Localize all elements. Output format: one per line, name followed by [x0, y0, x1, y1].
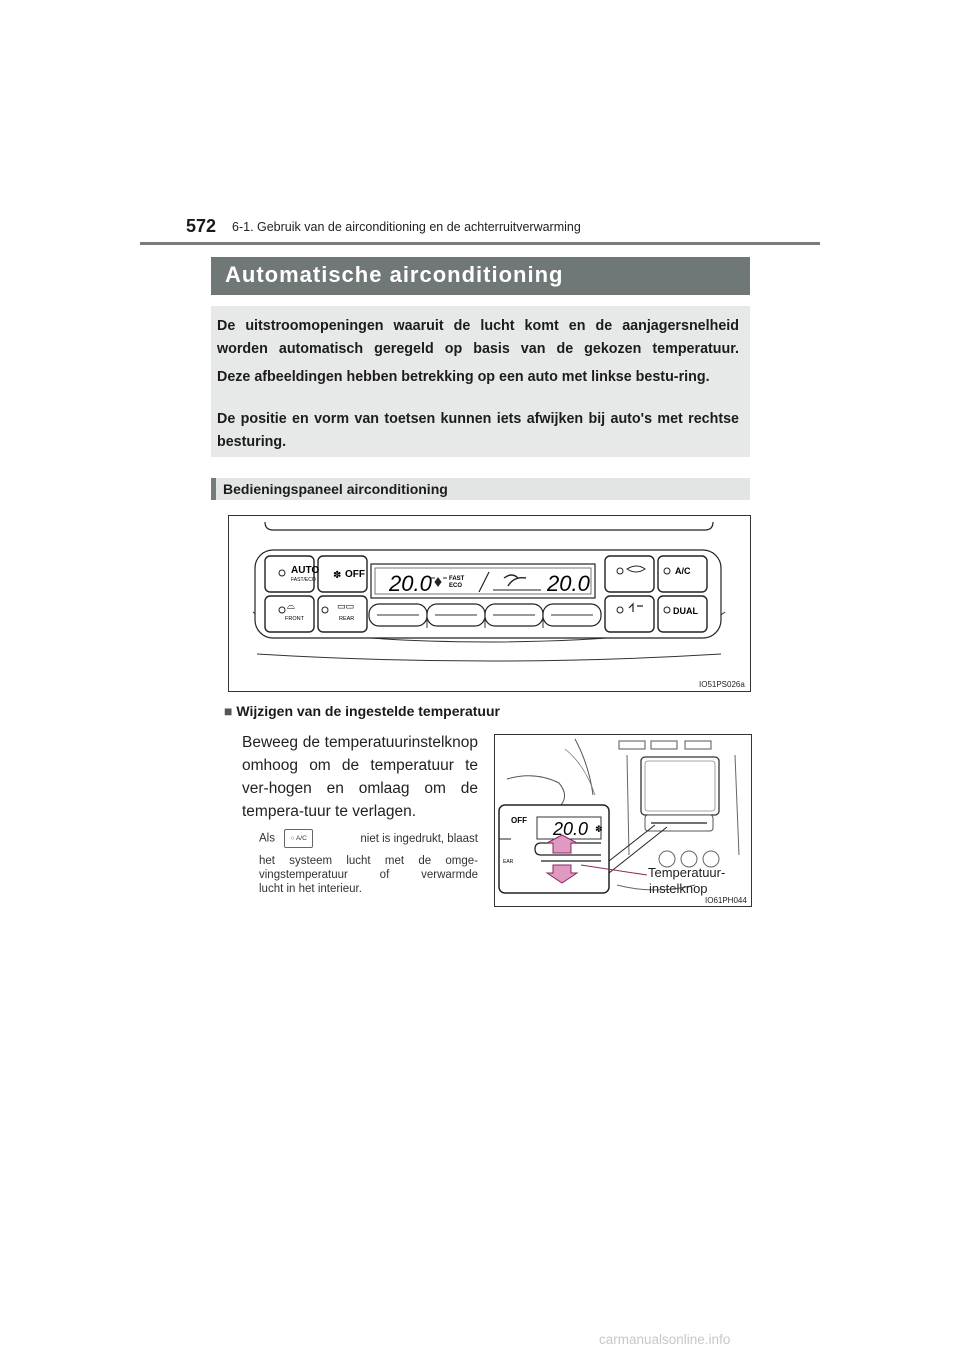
section-heading-bar — [211, 478, 750, 500]
inset-fan-icon: ✽ — [595, 825, 603, 835]
note-line-2: het systeem lucht met de omge- — [259, 855, 478, 867]
note-line-3: vingstemperatuur of verwarmde — [259, 869, 478, 881]
fan-icon: ✽ — [333, 570, 342, 581]
header-rule — [140, 242, 820, 245]
display-temp-right: 20.0 — [547, 571, 590, 596]
note-block — [259, 829, 478, 896]
section-title-bar — [211, 257, 750, 295]
subsection-title: Wijzigen van de ingestelde temperatuur — [236, 703, 500, 719]
instruction-paragraph: Beweeg de temperatuurinstelknop omhoog om de temperatuur te ver-hogen en omlaag om de tempera-tuur te verlagen. — [242, 734, 478, 820]
intro-paragraph-3: De positie en vorm van toetsen kunnen iets afwijken bij auto's met rechtse besturing. — [217, 411, 739, 450]
ac-button-icon: ○ A/C — [284, 829, 313, 848]
page-number: 572 — [186, 216, 217, 236]
front-defrost-icon: ⌓ — [287, 601, 295, 612]
display-eco-label: ECO — [449, 583, 463, 589]
temperature-knob-figure — [494, 734, 752, 907]
page-title: Automatische airconditioning — [225, 262, 564, 287]
rear-button-label: REAR — [339, 616, 355, 622]
dual-button-label: DUAL — [673, 606, 698, 616]
control-panel-figure — [228, 515, 751, 692]
display-temp-left: 20.0 — [389, 571, 432, 596]
fast-eco-label: FAST/ECO — [291, 577, 316, 583]
display-fast-label: FAST — [449, 576, 465, 582]
off-button-label: OFF — [345, 569, 365, 580]
inset-display-temp: 20.0 — [553, 819, 589, 839]
note-prefix: Als — [259, 832, 275, 845]
ac-key-label: A/C — [295, 835, 307, 842]
callout-line-2: instelknop — [649, 881, 708, 896]
section-heading: Bedieningspaneel airconditioning — [223, 481, 448, 497]
note-line-4: lucht in het interieur. — [259, 883, 362, 895]
figure2-code: IO61PH044 — [705, 896, 747, 905]
front-button-label: FRONT — [285, 616, 304, 622]
footer-watermark: carmanualsonline.info — [599, 1332, 731, 1347]
section-accent — [211, 478, 216, 500]
figure1-code: IO51PS026a — [699, 680, 745, 689]
intro-paragraph-1: De uitstroomopeningen waaruit de lucht komt en de aanjagersnelheid worden automatisch geregeld op basis van de gekozen temperatuur. — [217, 318, 739, 357]
ac-button-label: A/C — [675, 566, 691, 576]
control-panel-illustration — [229, 516, 750, 691]
rear-defrost-icon: ▭▭ — [337, 602, 355, 612]
inset-off-label: OFF — [511, 816, 527, 825]
note-line-1: niet is ingedrukt, blaast — [360, 832, 478, 845]
inset-rear-label: EAR — [503, 859, 514, 865]
bullet-square-icon: ■ — [224, 703, 233, 719]
subsection-heading — [224, 703, 500, 719]
temperature-knob-illustration — [495, 735, 751, 906]
callout-line-1: Temperatuur- — [648, 865, 726, 880]
auto-button-label: AUTO — [291, 565, 320, 576]
intro-paragraph-2: Deze afbeeldingen hebben betrekking op een auto met linkse bestu-ring. — [217, 369, 710, 385]
chapter-title: 6-1. Gebruik van de airconditioning en de achterruitverwarming — [232, 220, 581, 234]
intro-box — [211, 306, 750, 457]
